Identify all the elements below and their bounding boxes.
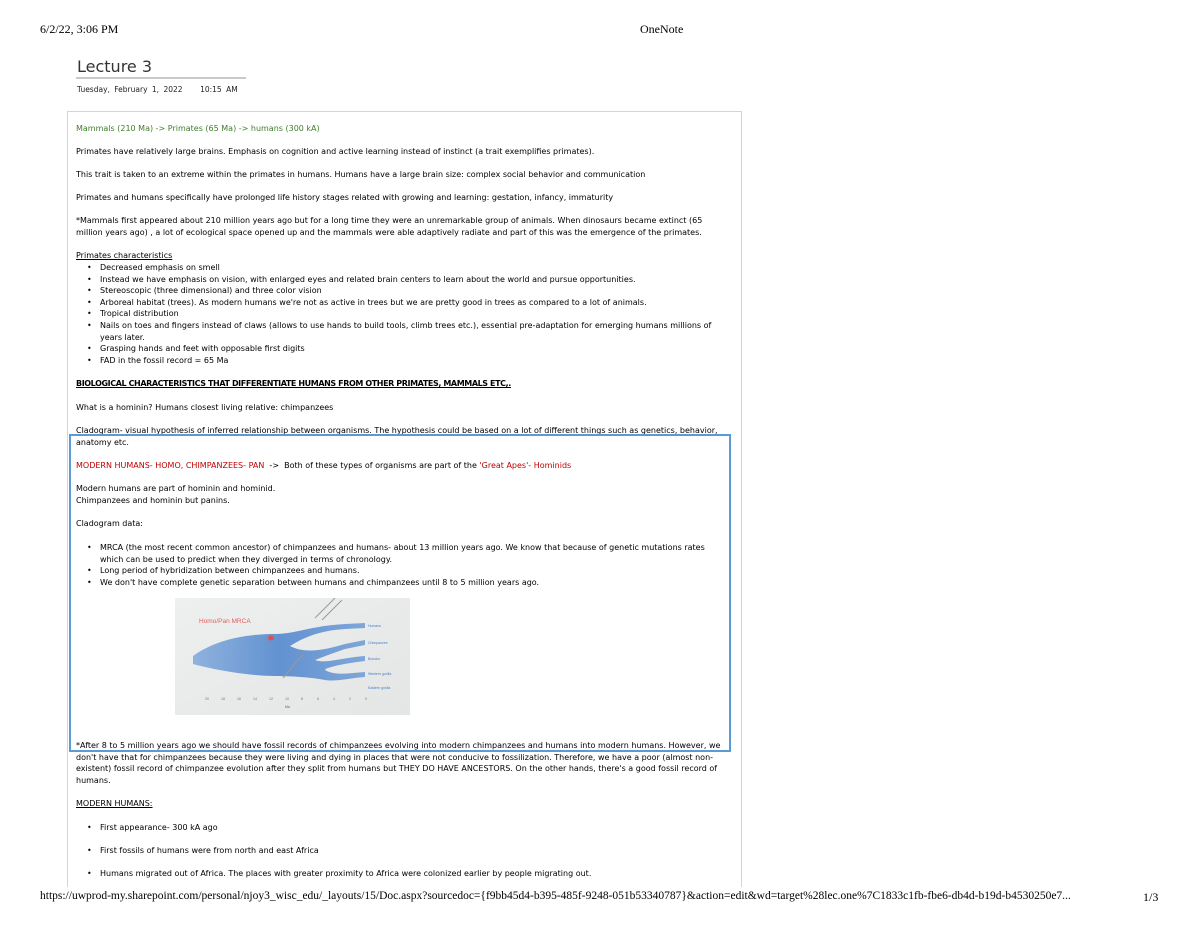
figure-axis-label: Ma <box>285 705 290 709</box>
primates-heading: Primates characteristics <box>76 251 173 260</box>
print-footer-page-number: 1/3 <box>1143 890 1159 904</box>
axis-tick-label: 18 <box>221 697 225 701</box>
print-header-datetime: 6/2/22, 3:06 PM <box>40 22 119 36</box>
taxon-label-western-gorilla: Western gorilla <box>368 672 392 676</box>
taxon-label-humans: Humans <box>368 624 382 628</box>
modern-humans-heading: MODERN HUMANS: <box>76 799 153 808</box>
chimpanzees-line: Chimpanzees and hominin but panins. <box>76 496 230 505</box>
list-item: • We don't have complete genetic separation between humans and chimpanzees until 8 to 5 million years ago. <box>76 577 721 589</box>
after-split-paragraph: *After 8 to 5 million years ago we should have fossil records of chimpanzees evolving into modern chimpanzees and humans into modern humans. However, we don't have that for chimpanzees because they were living and dying in places that were not conducive to fossilization. Therefore, we have a poor (almost non-existent) fossil record of chimpanzee evolution after they split from humans but THEY DO HAVE ANCESTORS. On the other hands, there's a good fossil record of humans. <box>76 741 721 785</box>
cladogram-figure[interactable] <box>175 598 410 715</box>
modern-humans-list <box>76 822 721 880</box>
figure-title: Homo/Pan MRCA <box>199 618 251 625</box>
paragraph-life-history: Primates and humans specifically have prolonged life history stages related with growing and learning: gestation, infancy, immaturity <box>76 193 614 202</box>
page-date-time <box>77 85 238 94</box>
list-item: • Nails on toes and fingers instead of claws (allows to use hands to build tools, climb trees etc.), essential pre-adaptation for emerging humans millions of years later. <box>76 320 721 343</box>
modern-humans-hominin-line: Modern humans are part of hominin and hominid. <box>76 484 276 493</box>
list-item: • Long period of hybridization between chimpanzees and humans. <box>76 565 721 577</box>
axis-tick-label: 6 <box>317 697 319 701</box>
homo-pan-red-text: MODERN HUMANS- HOMO, CHIMPANZEES- PAN <box>76 461 265 470</box>
cladogram-data-label: Cladogram data: <box>76 519 144 528</box>
paragraph-trait-extreme: This trait is taken to an extreme within the primates in humans. Humans have a large brain size: complex social behavior and communication <box>76 170 646 179</box>
mrca-marker <box>268 636 274 641</box>
axis-tick-label: 20 <box>205 697 209 701</box>
list-item: • Decreased emphasis on smell <box>76 262 721 274</box>
list-item: • Grasping hands and feet with opposable first digits <box>76 343 721 355</box>
cladogram-data-list <box>76 542 721 588</box>
print-footer-url: https://uwprod-my.sharepoint.com/personal/njoy3_wisc_edu/_layouts/15/Doc.aspx?sourcedoc={f9bb45d4-b395-485f-9248-051b53340787}&action=edit&wd=target%28lec.one%7C1833c1fb-fbe6-db4d-b19d-b4530250e7... <box>40 890 1071 902</box>
list-item: • Stereoscopic (three dimensional) and three color vision <box>76 285 721 297</box>
axis-tick-label: 4 <box>333 697 335 701</box>
taxon-label-bonobo: Bonobo <box>368 657 381 661</box>
biological-characteristics-heading: BIOLOGICAL CHARACTERISTICS THAT DIFFERENTIATE HUMANS FROM OTHER PRIMATES, MAMMALS ETC,. <box>76 379 511 388</box>
timeline-text: Mammals (210 Ma) -> Primates (65 Ma) -> humans (300 kA) <box>76 124 320 133</box>
primates-characteristics-list <box>76 262 721 366</box>
list-item: • First appearance- 300 kA ago <box>76 822 721 834</box>
axis-tick-label: 12 <box>269 697 273 701</box>
title-underline <box>76 77 246 79</box>
axis-tick-label: 14 <box>253 697 257 701</box>
paragraph-mammals-origin: *Mammals first appeared about 210 million years ago but for a long time they were an unremarkable group of animals. When dinosaurs became extinct (65 million years ago) , a lot of ecological space opened up and the mammals were able adaptively radiate and part of this was the emergence of the primates. <box>76 216 703 237</box>
axis-tick-label: 0 <box>365 697 367 701</box>
paragraph-large-brains: Primates have relatively large brains. Emphasis on cognition and active learning instead of instinct (a trait exemplifies primates). <box>76 147 595 156</box>
homo-pan-arrow-text: -> Both of these types of organisms are part of the <box>264 461 480 470</box>
list-item: • FAD in the fossil record = 65 Ma <box>76 355 721 367</box>
list-item: • First fossils of humans were from north and east Africa <box>76 845 721 857</box>
page-time: 10:15 AM <box>200 85 238 94</box>
page-title[interactable]: Lecture 3 <box>77 57 153 76</box>
cladogram-definition: Cladogram- visual hypothesis of inferred relationship between organisms. The hypothesis could be based on a lot of different things such as genetics, behavior, anatomy etc. <box>76 426 718 447</box>
axis-tick-label: 16 <box>237 697 241 701</box>
axis-tick-label: 10 <box>285 697 289 701</box>
print-header-app-name: OneNote <box>640 22 684 36</box>
axis-tick-label: 8 <box>301 697 303 701</box>
page-date: Tuesday, February 1, 2022 <box>77 85 183 94</box>
hominin-question: What is a hominin? Humans closest living relative: chimpanzees <box>76 403 334 412</box>
list-item: • Humans migrated out of Africa. The places with greater proximity to Africa were colonized earlier by people migrating out. <box>76 868 721 880</box>
taxon-label-eastern-gorilla: Eastern gorilla <box>368 686 391 690</box>
list-item: • Arboreal habitat (trees). As modern humans we're not as active in trees but we are pretty good in trees as compared to a lot of animals. <box>76 297 721 309</box>
taxon-label-chimpanzee: Chimpanzee <box>368 641 388 645</box>
list-item: • Tropical distribution <box>76 308 721 320</box>
list-item: • MRCA (the most recent common ancestor) of chimpanzees and humans- about 13 million years ago. We know that because of genetic mutations rates which can be used to predict when they diverged in terms of chronology. <box>76 542 721 565</box>
great-apes-red-text: 'Great Apes'- Hominids <box>479 461 572 470</box>
homo-pan-line <box>76 460 731 472</box>
list-item: • Instead we have emphasis on vision, with enlarged eyes and related brain centers to learn about the world and pursue opportunities. <box>76 274 721 286</box>
axis-tick-label: 2 <box>349 697 351 701</box>
